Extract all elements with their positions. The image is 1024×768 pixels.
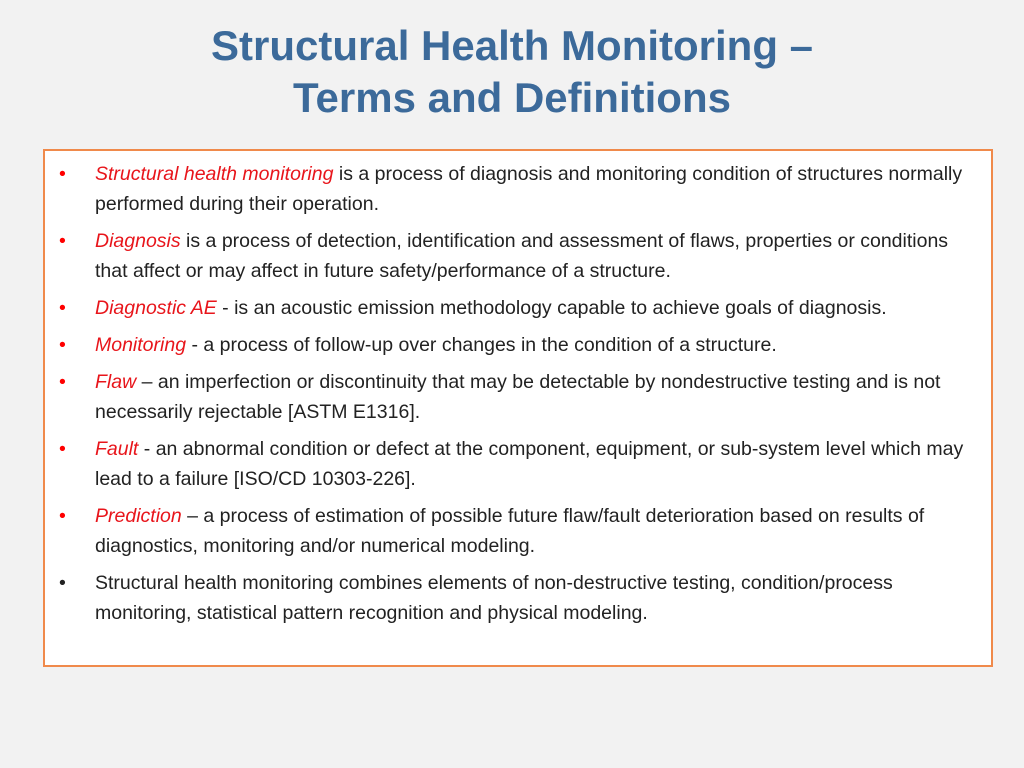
bullet-icon: • [59, 371, 66, 393]
bullet-icon: • [59, 334, 66, 356]
bullet-icon: • [59, 505, 66, 527]
definition-text: - an abnormal condition or defect at the component, equipment, or sub-system level which may lead to a failure [ISO/CD 10303-226]. [95, 438, 964, 490]
title-line-1: Structural Health Monitoring – [210, 22, 814, 69]
definitions-list [59, 159, 975, 628]
summary-text: Structural health monitoring combines elements of non-destructive testing, condition/process monitoring, statistical pattern recognition and physical modeling. [95, 572, 893, 624]
term-structural-health-monitoring: Structural health monitoring [95, 163, 334, 185]
term-prediction: Prediction [95, 505, 182, 527]
definitions-box [43, 149, 993, 667]
bullet-icon: • [59, 297, 66, 319]
definition-text: is a process of detection, identification and assessment of flaws, properties or conditions that affect or may affect in future safety/performance of a structure. [95, 230, 949, 282]
bullet-icon: • [59, 438, 66, 460]
bullet-icon: • [59, 163, 66, 185]
term-diagnostic-ae: Diagnostic AE [95, 297, 217, 319]
definition-text: - is an acoustic emission methodology capable to achieve goals of diagnosis. [216, 297, 887, 319]
term-monitoring: Monitoring [95, 334, 187, 356]
definition-text: - a process of follow-up over changes in the condition of a structure. [186, 334, 777, 356]
list-item [59, 367, 975, 427]
definition-text: – a process of estimation of possible future flaw/fault deterioration based on results of diagnostics, monitoring and/or numerical modeling. [95, 505, 925, 557]
slide-title [0, 20, 1024, 124]
list-item [59, 568, 975, 628]
title-line-2: Terms and Definitions [293, 74, 731, 121]
list-item [59, 159, 975, 219]
term-diagnosis: Diagnosis [95, 230, 181, 252]
list-item [59, 293, 975, 323]
term-flaw: Flaw [95, 371, 137, 393]
term-fault: Fault [95, 438, 139, 460]
list-item [59, 226, 975, 286]
bullet-icon: • [59, 230, 66, 252]
definition-text: – an imperfection or discontinuity that may be detectable by nondestructive testing and is not necessarily rejectable [ASTM E1316]. [95, 371, 941, 423]
bullet-icon: • [59, 572, 66, 594]
list-item [59, 501, 975, 561]
list-item [59, 330, 975, 360]
list-item [59, 434, 975, 494]
definition-text: is a process of diagnosis and monitoring condition of structures normally performed during their operation. [95, 163, 963, 215]
